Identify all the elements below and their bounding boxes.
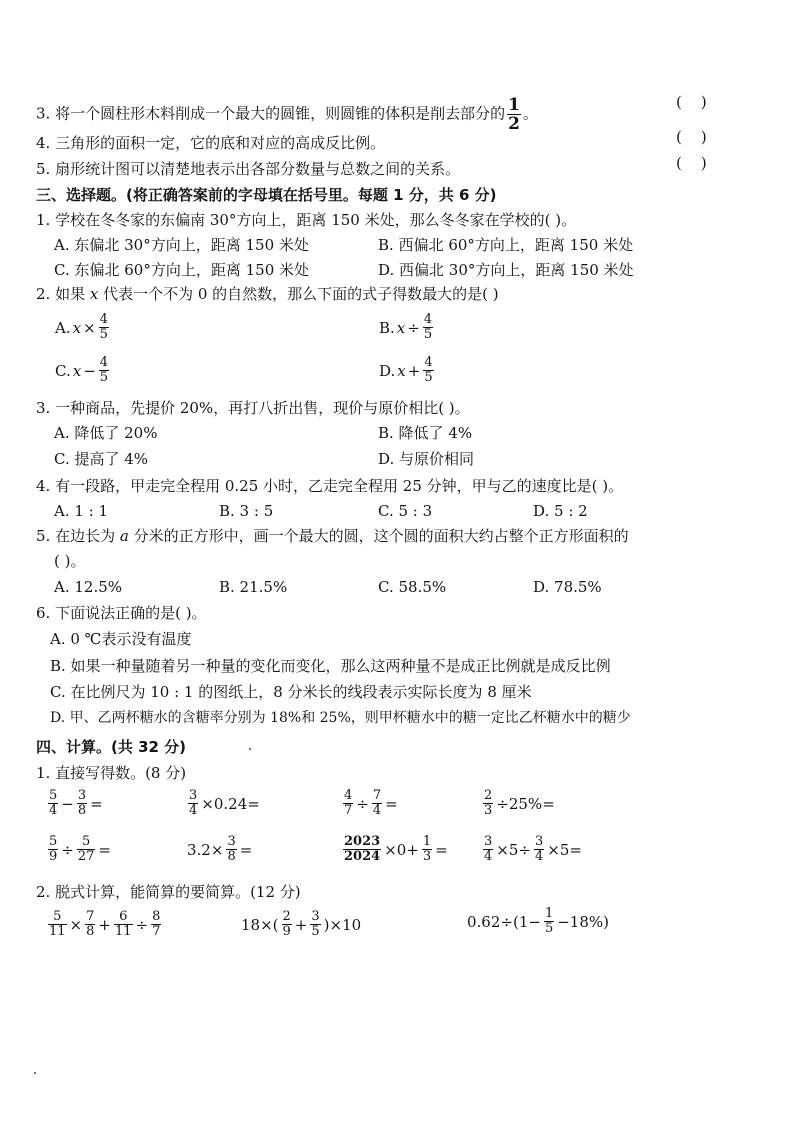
- choice-q1-c[interactable]: C. 东偏北 60°方向上，距离 150 米处: [54, 261, 310, 279]
- choice-q1-a[interactable]: A. 东偏北 30°方向上，距离 150 米处: [54, 236, 309, 254]
- choice-q4-c[interactable]: C. 5 : 3: [378, 502, 433, 520]
- fraction: $\frac{4}{5}$: [424, 355, 433, 385]
- fraction: $\frac{1}{2}$: [508, 95, 520, 134]
- answer-paren[interactable]: ( ): [676, 93, 707, 111]
- fraction: $\frac{2}{3}$: [484, 788, 493, 818]
- section-3-title: 三、选择题。(将正确答案前的字母填在括号里。每题 1 分，共 6 分): [36, 186, 497, 204]
- calc-expr-4[interactable]: $\frac{2}{3}$ ÷25%=: [484, 788, 555, 818]
- choice-q2-d[interactable]: D. x + $\frac{4}{5}$: [379, 355, 433, 385]
- scan-speck: [34, 1072, 36, 1074]
- calc-expr-3[interactable]: $\frac{4}{7}$ ÷ $\frac{7}{4}$ =: [344, 788, 398, 818]
- choice-q6-b[interactable]: B. 如果一种量随着另一种量的变化而变化，那么这两种量不是成正比例就是成反比例: [50, 657, 611, 675]
- fraction: $\frac{2023}{2024}$: [344, 834, 381, 864]
- choice-q1-b[interactable]: B. 西偏北 60°方向上，距离 150 米处: [378, 236, 634, 254]
- fraction: $\frac{7}{4}$: [372, 788, 382, 818]
- answer-paren[interactable]: ( ): [676, 154, 707, 172]
- choice-q5-c[interactable]: C. 58.5%: [378, 578, 447, 596]
- fraction: $\frac{5}{11}$: [49, 909, 66, 939]
- calc-step-expr-3[interactable]: 0.62÷(1− $\frac{1}{5}$ −18%): [467, 906, 609, 936]
- choice-q5-stem: 5. 在边长为 a 分米的正方形中，画一个最大的圆，这个圆的面积大约占整个正方形面积的: [36, 527, 629, 545]
- fraction: $\frac{2}{9}$: [282, 909, 291, 939]
- calc-step-expr-1[interactable]: $\frac{5}{11}$ × $\frac{7}{8}$ + $\frac{6}{11}$ ÷ $\frac{8}{7}$: [49, 909, 161, 939]
- fraction: $\frac{4}{5}$: [99, 312, 108, 342]
- choice-q2-c[interactable]: C. x − $\frac{4}{5}$: [55, 355, 109, 385]
- fraction: $\frac{5}{4}$: [49, 788, 58, 818]
- calc-expr-6[interactable]: 3.2× $\frac{3}{8}$ =: [187, 834, 253, 864]
- fraction: $\frac{7}{8}$: [86, 909, 95, 939]
- choice-q6-stem: 6. 下面说法正确的是( )。: [36, 604, 207, 622]
- fraction: $\frac{3}{4}$: [189, 788, 198, 818]
- choice-q4-a[interactable]: A. 1 : 1: [54, 502, 109, 520]
- calc-expr-8[interactable]: $\frac{3}{4}$ ×5÷ $\frac{3}{4}$ ×5=: [484, 834, 582, 864]
- calc-expr-2[interactable]: $\frac{3}{4}$ ×0.24=: [189, 788, 260, 818]
- fraction: $\frac{3}{8}$: [77, 788, 87, 818]
- judge-q3: 3. 将一个圆柱形木料削成一个最大的圆锥，则圆锥的体积是削去部分的 $\frac{1}{2}$ 。: [36, 95, 538, 134]
- fraction: $\frac{4}{7}$: [344, 788, 353, 818]
- choice-q3-stem: 3. 一种商品，先提价 20%，再打八折出售，现价与原价相比( )。: [36, 399, 470, 417]
- choice-q3-b[interactable]: B. 降低了 4%: [378, 424, 473, 442]
- fraction: $\frac{3}{5}$: [311, 909, 320, 939]
- fraction: $\frac{3}{4}$: [484, 834, 493, 864]
- choice-q4-stem: 4. 有一段路，甲走完全程用 0.25 小时，乙走完全程用 25 分钟，甲与乙的速度比是( )。: [36, 477, 624, 495]
- choice-q6-a[interactable]: A. 0 ℃表示没有温度: [50, 630, 192, 648]
- choice-q5-d[interactable]: D. 78.5%: [533, 578, 602, 596]
- calc-expr-1[interactable]: $\frac{5}{4}$ − $\frac{3}{8}$ =: [49, 788, 103, 818]
- fraction: $\frac{4}{5}$: [423, 312, 433, 342]
- calc-part2-title: 2. 脱式计算，能简算的要简算。(12 分): [36, 883, 301, 901]
- choice-q4-d[interactable]: D. 5 : 2: [533, 502, 588, 520]
- scan-speck: [249, 748, 251, 750]
- choice-q5-a[interactable]: A. 12.5%: [54, 578, 123, 596]
- choice-q5-b[interactable]: B. 21.5%: [219, 578, 288, 596]
- judge-q5: 5. 扇形统计图可以清楚地表示出各部分数量与总数之间的关系。: [36, 160, 461, 178]
- section-4-title: 四、计算。(共 32 分): [36, 738, 187, 756]
- fraction: $\frac{5}{9}$: [49, 834, 58, 864]
- calc-step-expr-2[interactable]: 18×( $\frac{2}{9}$ + $\frac{3}{5}$ )×10: [241, 909, 362, 939]
- fraction: $\frac{4}{5}$: [99, 355, 109, 385]
- choice-q2-a[interactable]: A. x × $\frac{4}{5}$: [55, 312, 108, 342]
- fraction: $\frac{8}{7}$: [152, 909, 161, 939]
- fraction: $\frac{6}{11}$: [114, 909, 132, 939]
- choice-q1-d[interactable]: D. 西偏北 30°方向上，距离 150 米处: [378, 261, 634, 279]
- judge-q4: 4. 三角形的面积一定，它的底和对应的高成反比例。: [36, 134, 386, 152]
- fraction: $\frac{3}{4}$: [534, 834, 544, 864]
- choice-q6-d[interactable]: D. 甲、乙两杯糖水的含糖率分别为 18%和 25%，则甲杯糖水中的糖一定比乙杯糖水中的糖少: [50, 710, 631, 726]
- choice-q3-a[interactable]: A. 降低了 20%: [54, 424, 158, 442]
- choice-q2-stem: 2. 如果 x 代表一个不为 0 的自然数，那么下面的式子得数最大的是( ): [36, 285, 499, 303]
- choice-q3-c[interactable]: C. 提高了 4%: [54, 450, 149, 468]
- choice-q3-d[interactable]: D. 与原价相同: [378, 450, 475, 468]
- fraction: $\frac{1}{5}$: [544, 906, 554, 936]
- calc-expr-7[interactable]: $\frac{2023}{2024}$ ×0+ $\frac{1}{3}$ =: [344, 834, 448, 864]
- judge-q3-text: 3. 将一个圆柱形木料削成一个最大的圆锥，则圆锥的体积是削去部分的: [36, 104, 506, 123]
- fraction: $\frac{5}{27}$: [77, 834, 95, 864]
- calc-part1-title: 1. 直接写得数。(8 分): [36, 764, 187, 782]
- choice-q1-stem: 1. 学校在冬冬家的东偏南 30°方向上，距离 150 米处，那么冬冬家在学校的( )。: [36, 211, 577, 229]
- calc-expr-5[interactable]: $\frac{5}{9}$ ÷ $\frac{5}{27}$ =: [49, 834, 111, 864]
- answer-paren[interactable]: ( ): [676, 128, 707, 146]
- choice-q5-stem-cont: ( )。: [54, 552, 86, 570]
- choice-q6-c[interactable]: C. 在比例尺为 10 : 1 的图纸上，8 分米长的线段表示实际长度为 8 厘米: [50, 683, 532, 701]
- fraction: $\frac{1}{3}$: [422, 834, 432, 864]
- choice-q2-b[interactable]: B. x ÷ $\frac{4}{5}$: [379, 312, 433, 342]
- fraction: $\frac{3}{8}$: [227, 834, 236, 864]
- choice-q4-b[interactable]: B. 3 : 5: [219, 502, 274, 520]
